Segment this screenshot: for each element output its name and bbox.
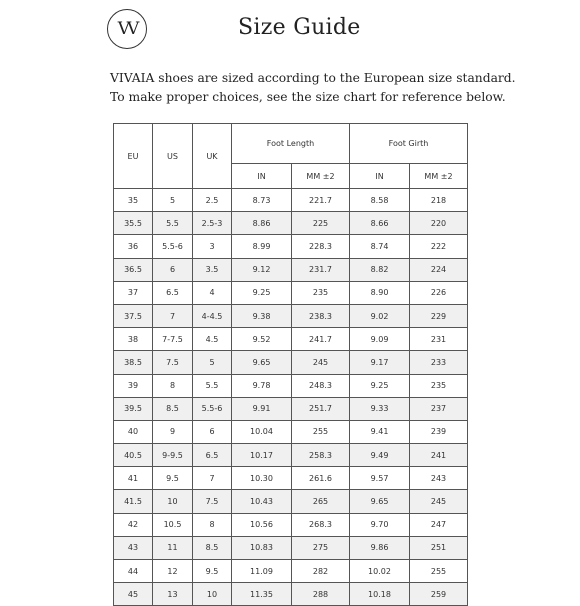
table-row: [114, 536, 468, 559]
cell-girth-in: 8.66: [350, 212, 410, 235]
cell-uk: 4-4.5: [193, 304, 232, 327]
cell-length-mm: 275: [292, 536, 350, 559]
cell-girth-in: 9.70: [350, 513, 410, 536]
brand-logo: [107, 9, 147, 49]
cell-eu: 39: [114, 374, 153, 397]
cell-girth-in: 9.09: [350, 328, 410, 351]
table-row: [114, 235, 468, 258]
size-chart-table: [113, 123, 468, 606]
header-foot-girth: Foot Girth: [350, 124, 468, 164]
cell-length-mm: 221.7: [292, 189, 350, 212]
table-row: [114, 351, 468, 374]
cell-us: 8: [153, 374, 193, 397]
cell-uk: 5: [193, 351, 232, 374]
cell-girth-mm: 245: [410, 490, 468, 513]
cell-girth-mm: 222: [410, 235, 468, 258]
cell-eu: 43: [114, 536, 153, 559]
cell-girth-mm: 243: [410, 467, 468, 490]
cell-eu: 38: [114, 328, 153, 351]
cell-uk: 5.5-6: [193, 397, 232, 420]
cell-length-in: 9.78: [232, 374, 292, 397]
cell-girth-mm: 218: [410, 189, 468, 212]
cell-us: 7.5: [153, 351, 193, 374]
cell-length-in: 10.56: [232, 513, 292, 536]
cell-uk: 8: [193, 513, 232, 536]
cell-uk: 9.5: [193, 560, 232, 583]
cell-girth-mm: 226: [410, 281, 468, 304]
cell-girth-mm: 259: [410, 583, 468, 606]
cell-length-in: 11.09: [232, 560, 292, 583]
cell-eu: 36: [114, 235, 153, 258]
table-row: [114, 189, 468, 212]
header-girth-mm: MM ±2: [410, 164, 468, 189]
cell-length-mm: 282: [292, 560, 350, 583]
cell-girth-mm: 231: [410, 328, 468, 351]
cell-eu: 40.5: [114, 444, 153, 467]
cell-eu: 37: [114, 281, 153, 304]
cell-us: 10.5: [153, 513, 193, 536]
cell-length-in: 9.91: [232, 397, 292, 420]
cell-girth-in: 9.33: [350, 397, 410, 420]
cell-girth-mm: 235: [410, 374, 468, 397]
cell-length-mm: 228.3: [292, 235, 350, 258]
cell-girth-in: 8.82: [350, 258, 410, 281]
cell-girth-in: 9.57: [350, 467, 410, 490]
cell-eu: 41.5: [114, 490, 153, 513]
cell-girth-mm: 237: [410, 397, 468, 420]
cell-eu: 37.5: [114, 304, 153, 327]
cell-length-mm: 268.3: [292, 513, 350, 536]
cell-uk: 3.5: [193, 258, 232, 281]
cell-us: 8.5: [153, 397, 193, 420]
cell-uk: 4.5: [193, 328, 232, 351]
cell-uk: 7: [193, 467, 232, 490]
header-eu: EU: [114, 124, 153, 189]
cell-uk: 7.5: [193, 490, 232, 513]
cell-girth-mm: 233: [410, 351, 468, 374]
cell-length-mm: 248.3: [292, 374, 350, 397]
cell-length-mm: 238.3: [292, 304, 350, 327]
table-row: [114, 490, 468, 513]
cell-us: 5.5-6: [153, 235, 193, 258]
cell-uk: 5.5: [193, 374, 232, 397]
cell-girth-in: 8.58: [350, 189, 410, 212]
cell-girth-mm: 224: [410, 258, 468, 281]
cell-uk: 2.5-3: [193, 212, 232, 235]
table-row: [114, 281, 468, 304]
cell-girth-in: 9.65: [350, 490, 410, 513]
cell-length-in: 10.04: [232, 420, 292, 443]
cell-length-mm: 241.7: [292, 328, 350, 351]
cell-length-in: 9.65: [232, 351, 292, 374]
cell-length-mm: 265: [292, 490, 350, 513]
header-length-in: IN: [232, 164, 292, 189]
table-row: [114, 212, 468, 235]
cell-uk: 8.5: [193, 536, 232, 559]
intro-text: [110, 69, 570, 107]
cell-length-in: 11.35: [232, 583, 292, 606]
cell-girth-in: 10.02: [350, 560, 410, 583]
table-row: [114, 258, 468, 281]
cell-length-mm: 258.3: [292, 444, 350, 467]
table-row: [114, 328, 468, 351]
cell-us: 11: [153, 536, 193, 559]
header-girth-in: IN: [350, 164, 410, 189]
table-row: [114, 560, 468, 583]
cell-us: 13: [153, 583, 193, 606]
cell-girth-in: 9.02: [350, 304, 410, 327]
cell-girth-in: 9.49: [350, 444, 410, 467]
cell-length-in: 9.52: [232, 328, 292, 351]
cell-eu: 45: [114, 583, 153, 606]
cell-eu: 38.5: [114, 351, 153, 374]
cell-eu: 39.5: [114, 397, 153, 420]
cell-eu: 41: [114, 467, 153, 490]
cell-length-mm: 235: [292, 281, 350, 304]
cell-length-mm: 288: [292, 583, 350, 606]
cell-uk: 3: [193, 235, 232, 258]
cell-length-in: 8.73: [232, 189, 292, 212]
header-uk: UK: [193, 124, 232, 189]
cell-length-mm: 245: [292, 351, 350, 374]
brand-logo-text: VV: [117, 19, 137, 39]
cell-girth-in: 9.17: [350, 351, 410, 374]
header-length-mm: MM ±2: [292, 164, 350, 189]
cell-girth-in: 9.25: [350, 374, 410, 397]
cell-girth-in: 10.18: [350, 583, 410, 606]
cell-length-in: 9.25: [232, 281, 292, 304]
cell-us: 7: [153, 304, 193, 327]
header-foot-length: Foot Length: [232, 124, 350, 164]
cell-us: 9.5: [153, 467, 193, 490]
cell-girth-mm: 220: [410, 212, 468, 235]
table-row: [114, 420, 468, 443]
cell-us: 5.5: [153, 212, 193, 235]
cell-eu: 35: [114, 189, 153, 212]
cell-eu: 36.5: [114, 258, 153, 281]
cell-length-mm: 255: [292, 420, 350, 443]
intro-line-1: VIVAIA shoes are sized according to the European size standard.: [110, 71, 516, 85]
cell-length-mm: 251.7: [292, 397, 350, 420]
cell-length-in: 8.99: [232, 235, 292, 258]
cell-eu: 35.5: [114, 212, 153, 235]
cell-length-in: 10.17: [232, 444, 292, 467]
cell-us: 12: [153, 560, 193, 583]
table-row: [114, 304, 468, 327]
cell-eu: 44: [114, 560, 153, 583]
table-row: [114, 444, 468, 467]
table-row: [114, 397, 468, 420]
cell-us: 10: [153, 490, 193, 513]
cell-girth-in: 8.74: [350, 235, 410, 258]
cell-uk: 4: [193, 281, 232, 304]
cell-length-mm: 231.7: [292, 258, 350, 281]
cell-eu: 42: [114, 513, 153, 536]
cell-us: 9: [153, 420, 193, 443]
cell-length-in: 8.86: [232, 212, 292, 235]
cell-uk: 2.5: [193, 189, 232, 212]
cell-length-mm: 225: [292, 212, 350, 235]
table-row: [114, 583, 468, 606]
cell-girth-mm: 239: [410, 420, 468, 443]
cell-length-in: 10.43: [232, 490, 292, 513]
table-row: [114, 467, 468, 490]
cell-length-mm: 261.6: [292, 467, 350, 490]
size-chart-body: [114, 189, 468, 606]
cell-uk: 6.5: [193, 444, 232, 467]
cell-us: 6: [153, 258, 193, 281]
header-us: US: [153, 124, 193, 189]
cell-eu: 40: [114, 420, 153, 443]
cell-us: 7-7.5: [153, 328, 193, 351]
cell-girth-mm: 251: [410, 536, 468, 559]
cell-length-in: 9.12: [232, 258, 292, 281]
cell-girth-in: 9.86: [350, 536, 410, 559]
cell-girth-mm: 229: [410, 304, 468, 327]
cell-girth-mm: 241: [410, 444, 468, 467]
cell-uk: 6: [193, 420, 232, 443]
cell-length-in: 9.38: [232, 304, 292, 327]
intro-line-2: To make proper choices, see the size chart for reference below.: [110, 90, 506, 104]
cell-girth-in: 8.90: [350, 281, 410, 304]
table-row: [114, 513, 468, 536]
cell-girth-in: 9.41: [350, 420, 410, 443]
cell-uk: 10: [193, 583, 232, 606]
cell-length-in: 10.83: [232, 536, 292, 559]
cell-us: 9-9.5: [153, 444, 193, 467]
cell-length-in: 10.30: [232, 467, 292, 490]
cell-girth-mm: 247: [410, 513, 468, 536]
cell-us: 5: [153, 189, 193, 212]
page-title: Size Guide: [238, 15, 361, 40]
cell-us: 6.5: [153, 281, 193, 304]
table-row: [114, 374, 468, 397]
cell-girth-mm: 255: [410, 560, 468, 583]
